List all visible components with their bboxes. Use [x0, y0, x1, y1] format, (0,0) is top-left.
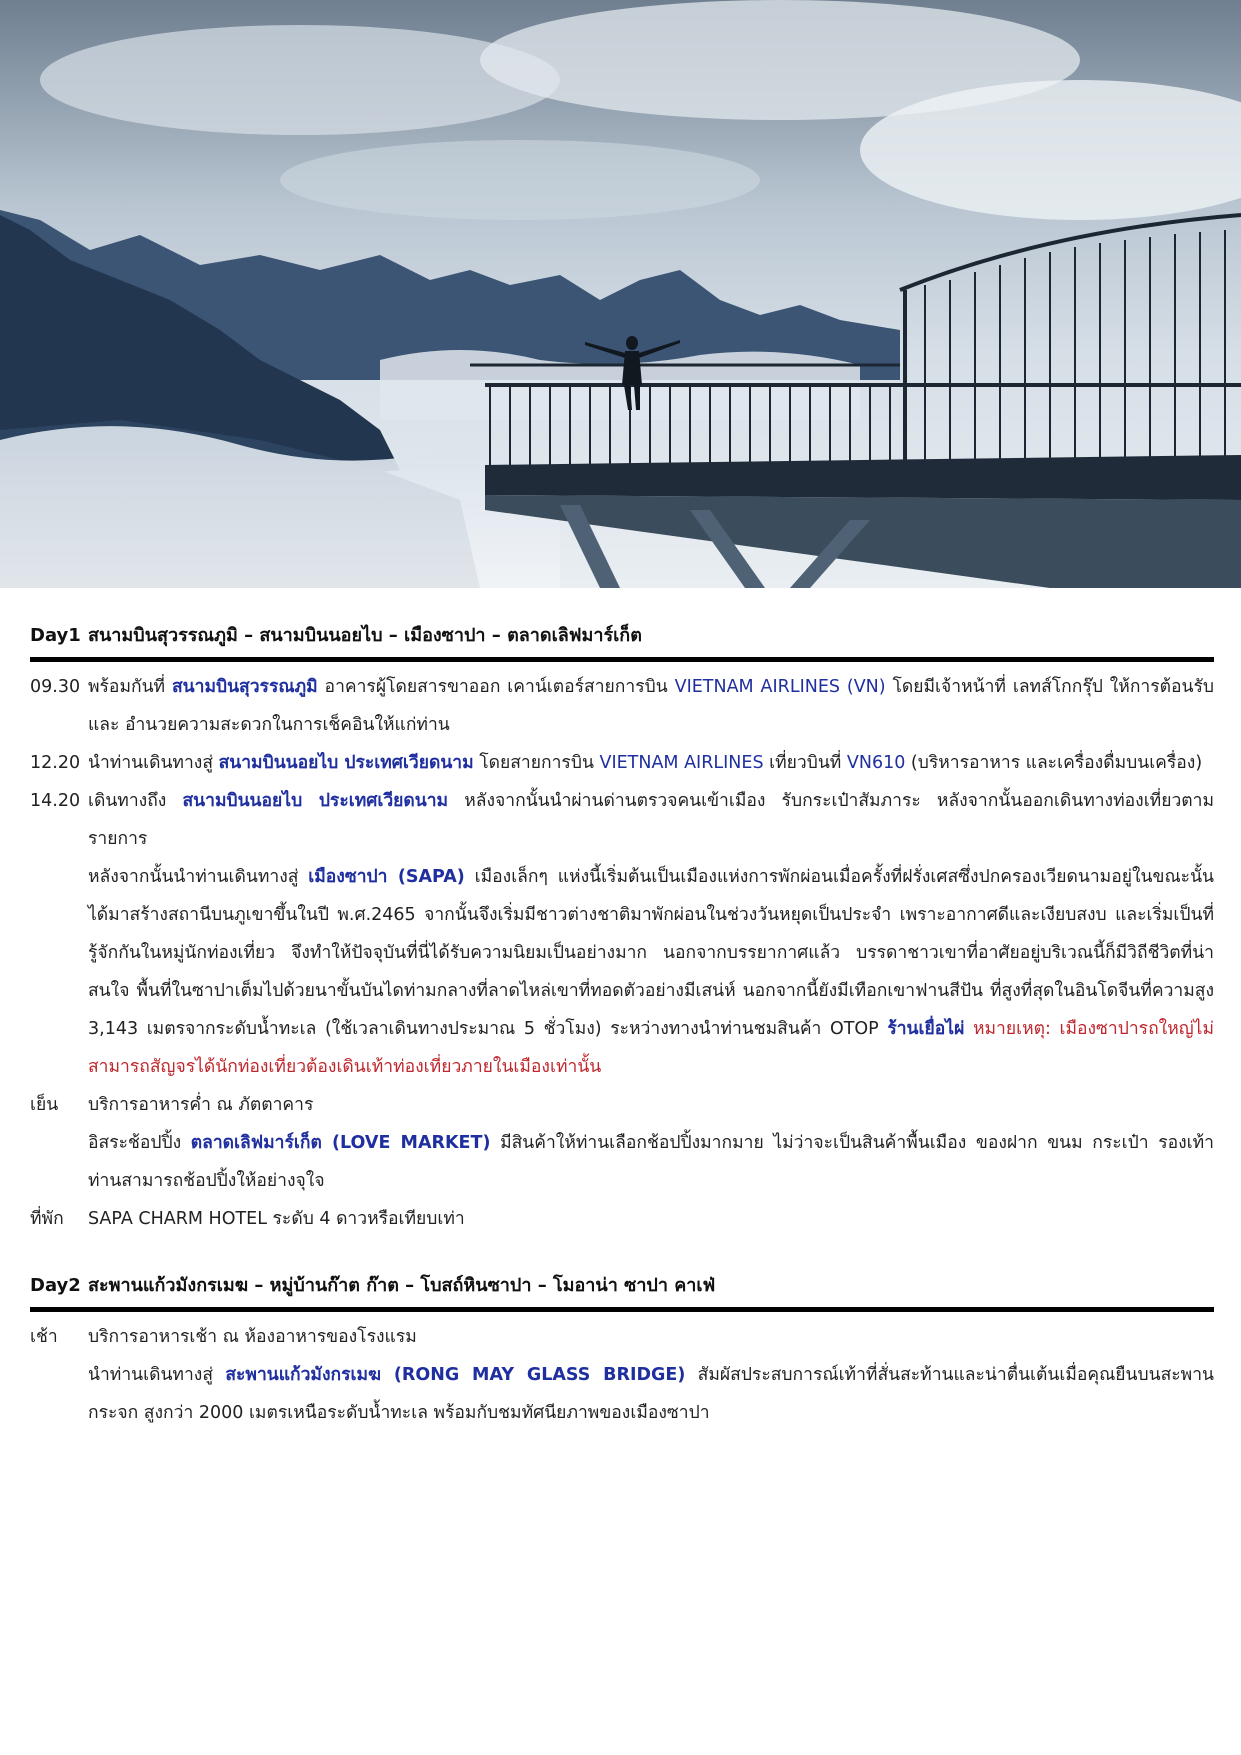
itinerary-entry: [30, 1318, 1214, 1356]
body-text: หลังจากนั้นนำผ่านด่านตรวจคนเข้าเมือง รับกระเป๋าสัมภาระ หลังจากนั้นออกเดินทางท่องเที่ยวตามรายการ: [88, 791, 1215, 849]
highlight-text: หมายเหตุ: เมืองซาปารถใหญ่ไม่สามารถสัญจรได้นักท่องเที่ยวต้องเดินเท้าท่องเที่ยวภายในเมืองเท่านั้น: [88, 1019, 1214, 1077]
day-divider: [30, 657, 1214, 662]
body-text: (บริหารอาหาร และเครื่องดื่มบนเครื่อง): [905, 753, 1203, 773]
day-section-1: [30, 618, 1214, 1238]
body-text: เดินทางถึง: [88, 791, 183, 811]
entry-text: [88, 1124, 1214, 1200]
body-text: นำท่านเดินทางสู่: [88, 1365, 226, 1385]
itinerary-entry: [30, 1124, 1214, 1200]
highlight-text: ตลาดเลิฟมาร์เก็ต (LOVE MARKET): [190, 1133, 491, 1153]
body-text: สัมผัสประสบการณ์เท้าที่สั่นสะท้านและน่าตื่นเต้นเมื่อคุณยืนบนสะพานกระจก สูงกว่า 2000 เมตรเหนือระดับน้ำทะเล พร้อมกับชมทัศนียภาพของเมืองซาปา: [88, 1365, 1214, 1423]
entry-time: เช้า: [30, 1327, 58, 1347]
body-text: มีสินค้าให้ท่านเลือกช้อปปิ้งมากมาย ไม่ว่าจะเป็นสินค้าพื้นเมือง ของฝาก ขนม กระเป๋า รองเท้า ท่านสามารถช้อปปิ้งให้อย่างจุใจ: [88, 1133, 1214, 1191]
entry-time: 09.30: [30, 677, 81, 697]
day-heading: [30, 618, 1214, 654]
day-title: สะพานแก้วมังกรเมฆ – หมู่บ้านก๊าต ก๊าต – โบสถ์หินซาปา – โมอาน่า ซาปา คาเฟ่: [88, 1275, 716, 1296]
body-text: โดยสายการบิน: [473, 753, 600, 773]
day-section-2: [30, 1268, 1214, 1432]
entry-text: [88, 1200, 1214, 1238]
highlight-text: สะพานแก้วมังกรเมฆ (RONG MAY GLASS BRIDGE): [225, 1365, 686, 1385]
day-title: สนามบินสุวรรณภูมิ – สนามบินนอยไบ – เมืองซาปา – ตลาดเลิฟมาร์เก็ต: [88, 625, 642, 646]
entry-time: 14.20: [30, 791, 81, 811]
itinerary: [30, 618, 1214, 1432]
entry-time: [30, 1356, 88, 1432]
itinerary-entry: [30, 1356, 1214, 1432]
highlight-text: สนามบินสุวรรณภูมิ: [171, 677, 318, 697]
body-text: อิสระช้อปปิ้ง: [88, 1133, 191, 1153]
body-text: บริการอาหารค่ำ ณ ภัตตาคาร: [88, 1095, 314, 1115]
entry-text: [88, 668, 1214, 744]
itinerary-entry: [30, 1086, 1214, 1124]
day-heading: [30, 1268, 1214, 1304]
highlight-text: ร้านเยื่อไผ่: [887, 1019, 965, 1039]
body-text: พร้อมกันที่: [88, 677, 172, 697]
itinerary-entry: [30, 782, 1214, 858]
entry-text: [88, 858, 1214, 1086]
highlight-text: VIETNAM AIRLINES: [599, 753, 764, 773]
entry-text: [88, 744, 1214, 782]
day-divider: [30, 1307, 1214, 1312]
section-spacer: [30, 1238, 1214, 1268]
highlight-text: เมืองซาปา (SAPA): [308, 867, 465, 887]
highlight-text: VN610: [846, 753, 906, 773]
body-text: [964, 1019, 973, 1039]
highlight-text: สนามบินนอยไบ ประเทศเวียดนาม: [182, 791, 449, 811]
entry-text: [88, 1356, 1214, 1432]
highlight-text: สนามบินนอยไบ ประเทศเวียดนาม: [218, 753, 474, 773]
body-text: โดยมีเจ้าหน้าที่ เลทส์โกกรุ๊ป ให้การต้อนรับ และ อำนวยความสะดวกในการเช็คอินให้แก่ท่าน: [88, 677, 1215, 735]
body-text: บริการอาหารเช้า ณ ห้องอาหารของโรงแรม: [88, 1327, 417, 1347]
itinerary-entry: [30, 858, 1214, 1086]
body-text: นำท่านเดินทางสู่: [88, 753, 219, 773]
glass-bridge-photo: [0, 0, 1241, 588]
highlight-text: VIETNAM AIRLINES (VN): [674, 677, 886, 697]
entry-text: [88, 782, 1214, 858]
entry-time: 12.20: [30, 753, 81, 773]
entry-time: [30, 858, 88, 1086]
entry-text: [88, 1086, 1214, 1124]
hero-photo: [0, 0, 1241, 588]
body-text: เมืองเล็กๆ แห่งนี้เริ่มต้นเป็นเมืองแห่งการพักผ่อนเมื่อครั้งที่ฝรั่งเศสซึ่งปกครองเวียดนามอยู่ในขณะนั้นได้มาสร้างสถานีบนภูเขาขึ้นในปี พ.ศ.2465 จากนั้นจึงเริ่มมีชาวต่างชาติมาพักผ่อนในช่วงวันหยุดเป็นประจำ เพราะอากาศดีและเงียบสงบ และเริ่มเป็นที่รู้จักกันในหมู่นักท่องเที่ยว จึงทำให้ปัจจุบันที่นี่ได้รับความนิยมเป็นอย่างมาก นอกจากบรรยากาศแล้ว บรรดาชาวเขาที่อาศัยอยู่บริเวณนี้ก็มีวิถีชีวิตที่น่าสนใจ พื้นที่ในซาปาเต็มไปด้วยนาขั้นบันไดท่ามกลางที่ลาดไหล่เขาที่ทอดตัวอย่างมีเสน่ห์ นอกจากนี้ยังมีเทือกเขาฟานสีปัน ที่สูงที่สุดในอินโดจีนที่ความสูง 3,143 เมตรจากระดับน้ำทะเล (ใช้เวลาเดินทางประมาณ 5 ชั่วโมง) ระหว่างทางนำท่านชมสินค้า OTOP: [88, 867, 1214, 1039]
day-label: Day1: [30, 625, 81, 646]
body-text: SAPA CHARM HOTEL ระดับ 4 ดาวหรือเทียบเท่า: [88, 1209, 465, 1229]
itinerary-entry: [30, 1200, 1214, 1238]
itinerary-entry: [30, 744, 1214, 782]
entry-time: [30, 1124, 88, 1200]
body-text: หลังจากนั้นนำท่านเดินทางสู่: [88, 867, 309, 887]
body-text: อาคารผู้โดยสารขาออก เคาน์เตอร์สายการบิน: [317, 677, 675, 697]
itinerary-entry: [30, 668, 1214, 744]
day-label: Day2: [30, 1275, 81, 1296]
entry-time: ที่พัก: [30, 1209, 64, 1229]
body-text: เที่ยวบินที่: [763, 753, 847, 773]
entry-text: [88, 1318, 1214, 1356]
entry-time: เย็น: [30, 1095, 59, 1115]
